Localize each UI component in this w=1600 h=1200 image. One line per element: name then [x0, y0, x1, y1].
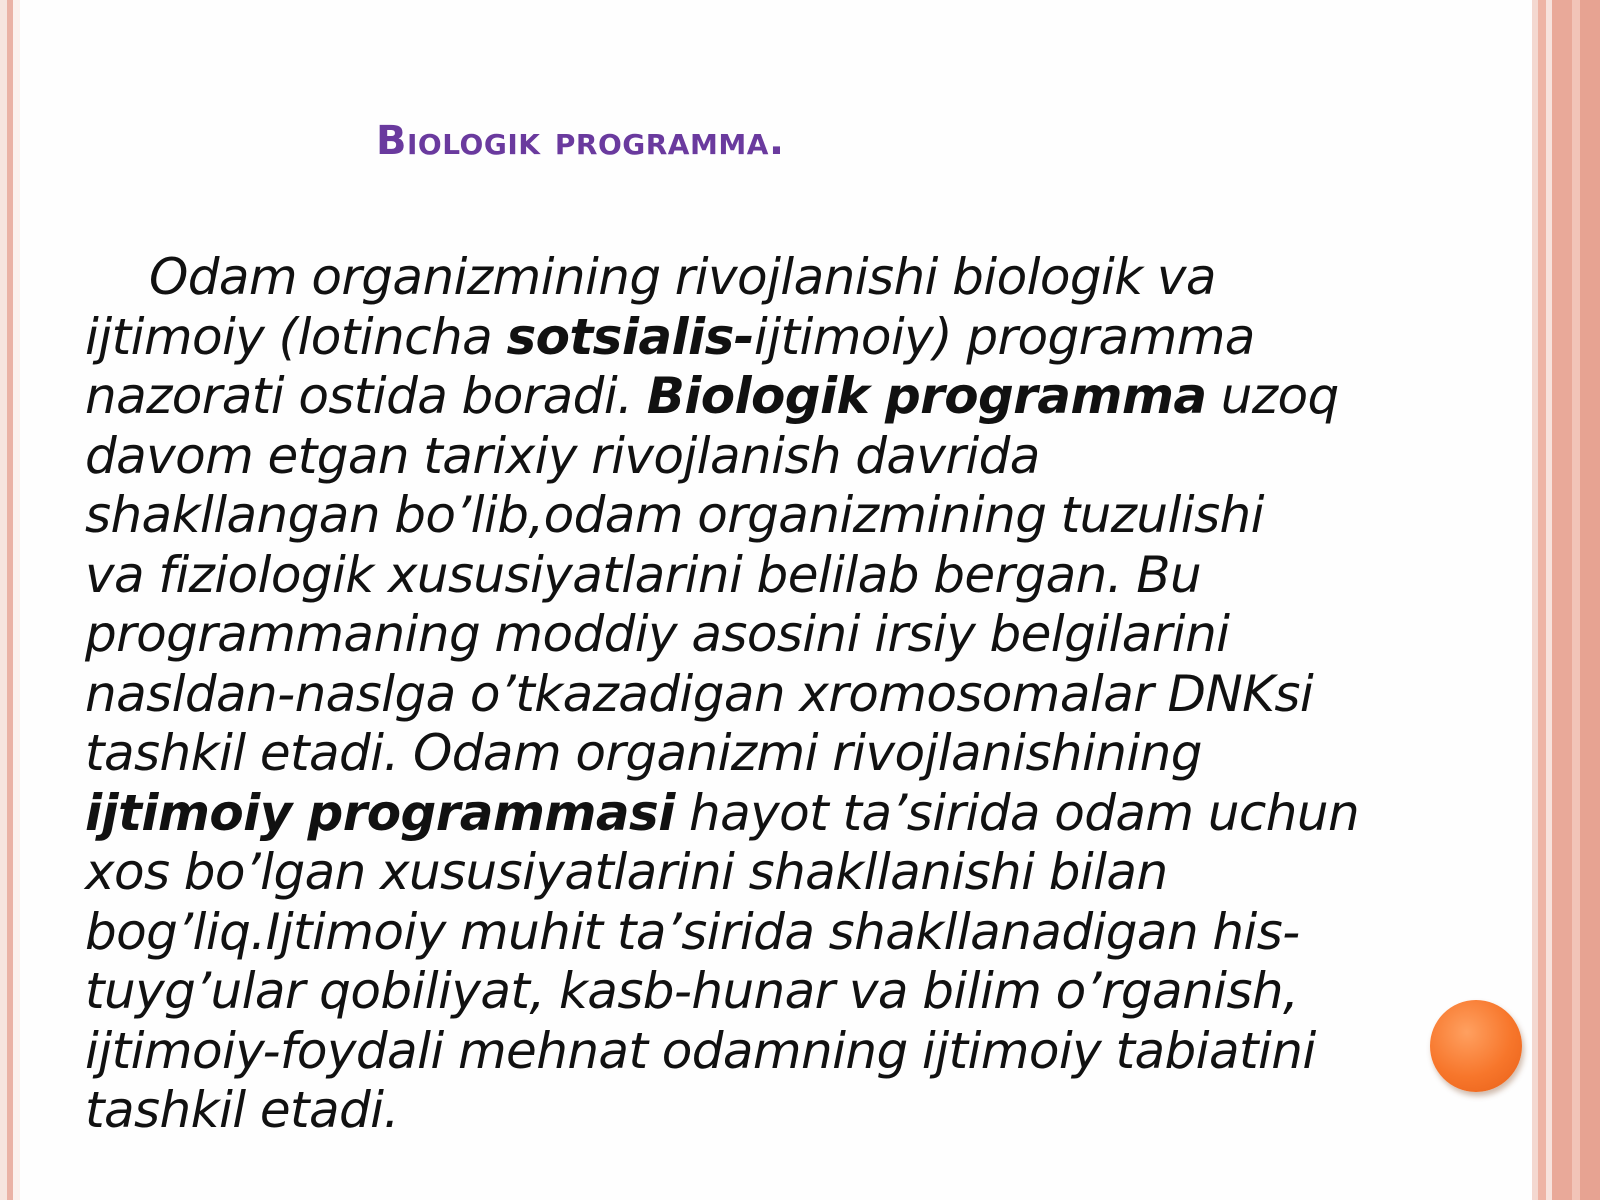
text-line	[85, 605, 1505, 665]
text-segment: xos bo’lgan xususiyatlarini shakllanishi bilan	[85, 843, 1168, 901]
bold-term: sotsialis-	[506, 307, 754, 366]
text-segment: nasldan-naslga o’tkazadigan xromosomalar DNKsi	[85, 664, 1314, 723]
text-segment: tuyg’ular qobiliyat, kasb-hunar va bilim o’rganish,	[85, 962, 1299, 1020]
text-line	[85, 1081, 1505, 1141]
text-line	[85, 962, 1505, 1022]
text-segment: bog’liq.Ijtimoiy muhit ta’sirida shakllanadigan his-	[85, 902, 1300, 961]
right-border-stripe	[1532, 0, 1600, 1200]
text-segment: va fiziologik xususiyatlarini belilab bergan. Bu	[85, 545, 1202, 604]
text-line	[85, 308, 1505, 368]
text-line	[85, 903, 1505, 963]
bold-term: ijtimoiy programmasi	[85, 783, 675, 842]
text-segment: programmaning moddiy asosini irsiy belgilarini	[85, 605, 1230, 663]
text-segment: ijtimoiy) programma	[753, 307, 1255, 366]
text-line	[85, 248, 1505, 308]
text-segment: Odam organizmining rivojlanishi biologik va	[149, 248, 1216, 306]
text-segment: shakllangan bo’lib,odam organizmining tuzulishi	[85, 486, 1264, 544]
orange-circle-decoration	[1430, 1000, 1522, 1092]
text-line	[85, 486, 1505, 546]
text-segment: davom etgan tarixiy rivojlanish davrida	[85, 426, 1040, 485]
text-line	[85, 843, 1505, 903]
slide-body-text	[85, 248, 1505, 1141]
bold-term: Biologik programma	[646, 367, 1207, 425]
left-border-stripe	[0, 0, 20, 1200]
text-segment: tashkil etadi. Odam organizmi rivojlanishining	[85, 724, 1202, 782]
text-segment: ijtimoiy-foydali mehnat odamning ijtimoiy tabiatini	[85, 1021, 1316, 1080]
text-segment: ijtimoiy (lotincha	[85, 307, 507, 366]
text-line	[85, 427, 1505, 487]
text-line	[85, 546, 1505, 606]
text-segment: tashkil etadi.	[85, 1081, 399, 1139]
text-segment: uzoq	[1206, 367, 1339, 425]
slide-title: Biologik programma.	[376, 118, 785, 164]
text-segment: hayot ta’sirida odam uchun	[674, 783, 1360, 842]
text-line	[85, 1022, 1505, 1082]
text-line	[85, 784, 1505, 844]
text-line	[85, 367, 1505, 427]
text-line	[85, 724, 1505, 784]
text-segment: nazorati ostida boradi.	[85, 367, 647, 425]
text-line	[85, 665, 1505, 725]
